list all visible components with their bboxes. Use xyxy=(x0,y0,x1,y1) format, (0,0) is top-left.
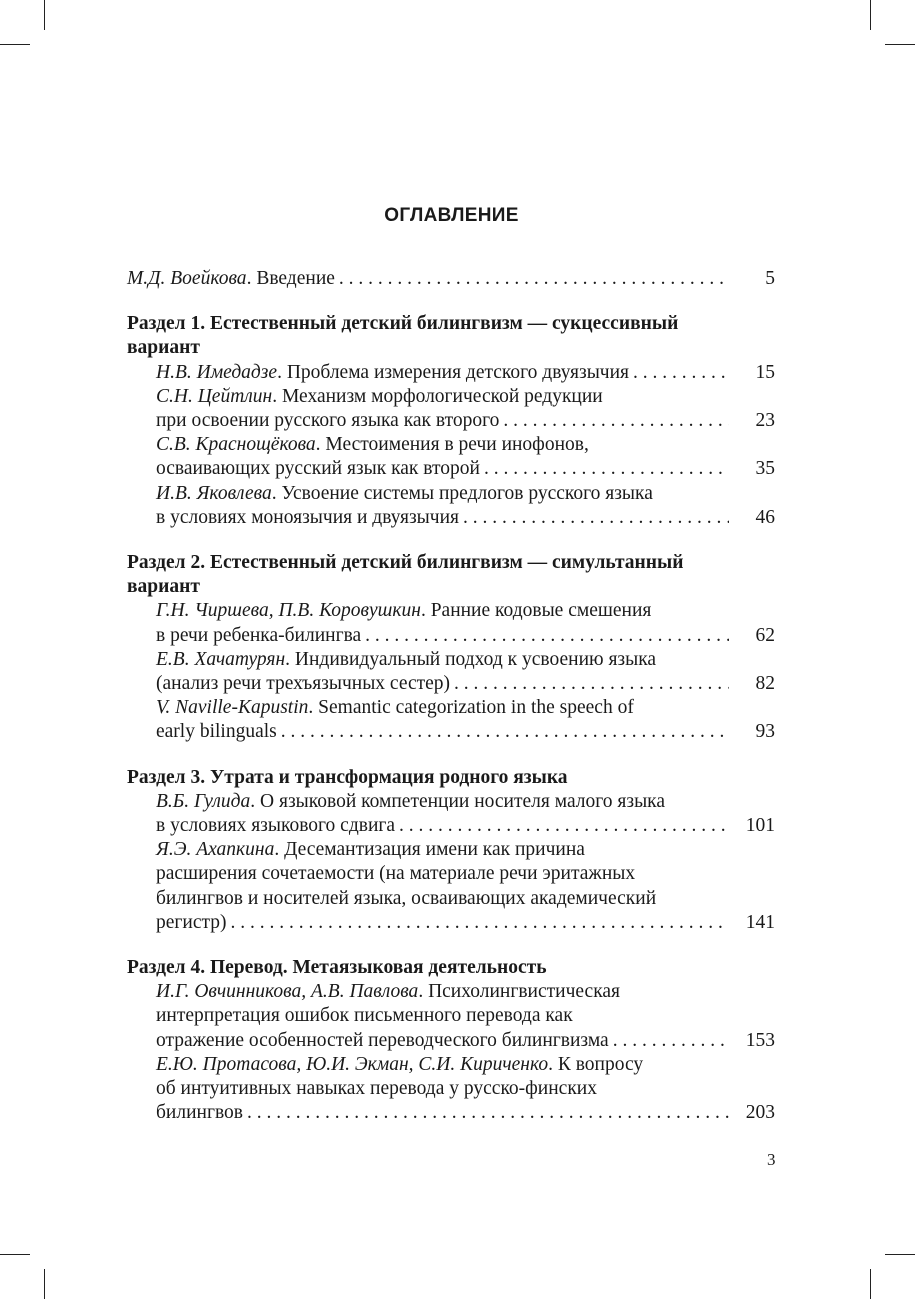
toc-entry-page: 5 xyxy=(765,268,775,289)
crop-mark xyxy=(0,44,30,45)
toc-entry-title: об интуитивных навыках перевода у русско-финских xyxy=(156,1078,597,1100)
toc-sections xyxy=(127,291,775,1125)
toc-entry xyxy=(127,482,775,530)
toc-entry xyxy=(127,696,775,744)
toc-entry-title: . Механизм морфологической редукции xyxy=(272,385,603,407)
crop-mark xyxy=(870,1269,871,1299)
toc-entry-author: Е.Ю. Протасова, Ю.И. Экман, С.И. Кириченко xyxy=(156,1053,549,1075)
toc-entry xyxy=(127,433,775,481)
toc-entry-introduction xyxy=(127,267,775,291)
page-number: 3 xyxy=(767,1150,776,1169)
toc-entry-author: И.В. Яковлева xyxy=(156,482,272,504)
crop-mark xyxy=(44,0,45,30)
section-title: Раздел 4. Перевод. Метаязыковая деятельность xyxy=(127,957,547,979)
toc-entry-author: Н.В. Имедадзе xyxy=(156,361,278,383)
toc-entry-title: . Местоимения в речи инофонов, xyxy=(315,434,589,456)
toc-entry xyxy=(127,790,775,838)
toc-entry-author: Г.Н. Чиршева, П.В. Коровушкин xyxy=(156,600,421,622)
page-title: ОГЛАВЛЕНИЕ xyxy=(384,205,519,226)
toc-entry-author: V. Naville-Kapustin xyxy=(156,697,309,719)
toc-entry-title: при освоении русского языка как второго xyxy=(156,410,500,432)
toc-entry-title: . Semantic categorization in the speech of xyxy=(308,697,634,719)
toc-entry-page: 62 xyxy=(755,624,775,646)
toc-entry-author: М.Д. Воейкова xyxy=(127,268,247,289)
toc-entry-author: В.Б. Гулида xyxy=(156,790,251,812)
toc-entry-page: 82 xyxy=(755,673,775,695)
leader-dots xyxy=(629,361,729,385)
toc-entry-author: С.Н. Цейтлин xyxy=(156,385,273,407)
toc-entry-title: билингвов и носителей языка, осваивающих академический xyxy=(156,887,657,909)
toc-entry-title: в условиях языкового сдвига xyxy=(156,815,396,837)
toc-entry xyxy=(127,385,775,433)
toc-entry-title: . Ранние кодовые смешения xyxy=(420,600,652,622)
toc-entry-title: билингвов xyxy=(156,1102,243,1124)
section-title: Раздел 2. Естественный детский билингвизм — симультанный xyxy=(127,552,684,574)
leader-dots xyxy=(499,409,729,433)
crop-mark xyxy=(870,0,871,30)
leader-dots xyxy=(459,506,729,530)
toc-entry-page: 35 xyxy=(755,458,775,480)
leader-dots xyxy=(243,1101,729,1125)
leader-dots xyxy=(277,720,729,744)
toc-entry-page: 23 xyxy=(755,410,775,432)
toc-entry-author: С.В. Краснощёкова xyxy=(156,434,316,456)
toc-entry xyxy=(127,361,775,385)
leader-dots xyxy=(450,672,729,696)
toc-entry-page: 203 xyxy=(745,1102,775,1124)
toc-entry-title: . Введение xyxy=(246,268,335,289)
toc-entry-title: . Десемантизация имени как причина xyxy=(274,839,585,861)
toc-entry-title: в условиях моноязычия и двуязычия xyxy=(156,506,459,528)
toc-entry xyxy=(127,1053,775,1126)
toc-entry-title: регистр) xyxy=(156,911,227,933)
leader-dots xyxy=(609,1029,729,1053)
toc-entry-page: 46 xyxy=(755,506,775,528)
leader-dots xyxy=(227,911,730,935)
crop-mark xyxy=(885,1254,915,1255)
toc-entry-title: early bilinguals xyxy=(156,721,277,743)
crop-mark xyxy=(44,1269,45,1299)
leader-dots xyxy=(335,267,729,291)
section-title: вариант xyxy=(127,337,200,359)
toc-entry-page: 141 xyxy=(745,911,775,933)
toc-entry-author: Я.Э. Ахапкина xyxy=(156,839,275,861)
toc-entry-title: в речи ребенка-билингва xyxy=(156,624,362,646)
table-of-contents xyxy=(127,267,775,1126)
toc-entry-title: осваивающих русский язык как второй xyxy=(156,458,480,480)
toc-entry-page: 93 xyxy=(755,721,775,743)
leader-dots xyxy=(480,457,729,481)
toc-entry-page: 101 xyxy=(745,815,775,837)
toc-entry-title: (анализ речи трехъязычных сестер) xyxy=(156,673,451,695)
leader-dots xyxy=(395,814,729,838)
toc-entry xyxy=(127,648,775,696)
toc-entry-title: . Индивидуальный подход к усвоению языка xyxy=(285,648,657,670)
toc-entry-page: 15 xyxy=(755,361,775,383)
toc-entry-title: . Усвоение системы предлогов русского языка xyxy=(271,482,653,504)
toc-entry-title: . Проблема измерения детского двуязычия xyxy=(277,361,630,383)
toc-entry-title: . К вопросу xyxy=(548,1053,644,1075)
section-title: Раздел 3. Утрата и трансформация родного языка xyxy=(127,766,568,788)
toc-entry xyxy=(127,599,775,647)
toc-entry-title: . Психолингвистическая xyxy=(418,981,620,1003)
toc-entry xyxy=(127,838,775,935)
toc-entry-author: Е.В. Хачатурян xyxy=(156,648,286,670)
section-title: Раздел 1. Естественный детский билингвизм — сукцессивный xyxy=(127,313,679,335)
crop-mark xyxy=(885,44,915,45)
toc-entry-page: 153 xyxy=(745,1029,775,1051)
toc-entry-author: И.Г. Овчинникова, А.В. Павлова xyxy=(156,981,419,1003)
toc-entry xyxy=(127,980,775,1053)
toc-entry-title: . О языковой компетенции носителя малого языка xyxy=(250,790,666,812)
toc-entry-title: расширения сочетаемости (на материале речи эритажных xyxy=(156,863,636,885)
leader-dots xyxy=(361,624,729,648)
toc-entry-title: интерпретация ошибок письменного перевода как xyxy=(156,1005,573,1027)
section-title: вариант xyxy=(127,576,200,598)
crop-mark xyxy=(0,1254,30,1255)
toc-entry-title: отражение особенностей переводческого билингвизма xyxy=(156,1029,609,1051)
